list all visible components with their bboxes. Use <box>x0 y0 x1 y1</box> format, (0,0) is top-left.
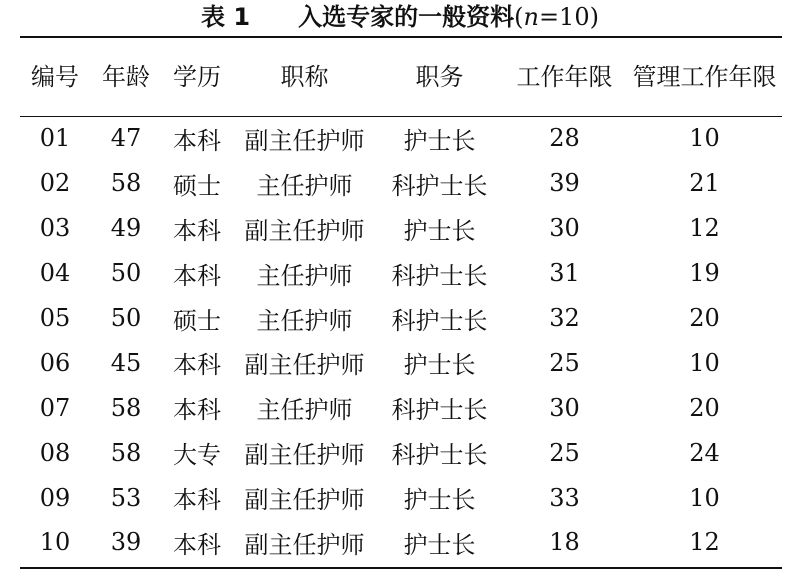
col-header-age: 年龄 <box>102 63 150 91</box>
cell-management-years: 24 <box>689 438 720 467</box>
col-header-title: 职称 <box>280 63 329 91</box>
col-header-education: 学历 <box>173 63 221 91</box>
cell-title: 主任护师 <box>256 396 353 425</box>
cell-management-years: 10 <box>689 124 720 153</box>
cell-education: 本科 <box>173 261 221 290</box>
col-header-work-years: 工作年限 <box>516 63 613 91</box>
cell-management-years: 19 <box>689 259 720 288</box>
cell-position: 科护士长 <box>391 171 488 200</box>
cell-title: 副主任护师 <box>244 486 365 515</box>
cell-education: 硕士 <box>173 306 221 335</box>
cell-work-years: 30 <box>549 214 580 243</box>
table-row <box>20 116 782 161</box>
cell-age: 50 <box>110 259 142 288</box>
table-row <box>20 475 782 520</box>
table-row <box>20 206 782 251</box>
cell-title: 主任护师 <box>256 306 353 335</box>
expert-info-table <box>20 38 782 565</box>
cell-management-years: 20 <box>689 393 720 422</box>
cell-id: 09 <box>39 483 71 512</box>
cell-id: 03 <box>39 214 71 243</box>
cell-title: 主任护师 <box>256 261 353 290</box>
cell-position: 护士长 <box>403 486 476 515</box>
cell-position: 科护士长 <box>391 306 488 335</box>
cell-work-years: 33 <box>549 483 580 512</box>
cell-age: 49 <box>110 214 142 243</box>
col-header-position: 职务 <box>415 63 464 91</box>
bottom-rule <box>20 567 782 569</box>
cell-position: 科护士长 <box>391 396 488 425</box>
sample-size-open: ( <box>514 3 524 31</box>
cell-education: 本科 <box>173 216 221 245</box>
cell-id: 04 <box>39 259 71 288</box>
table-title: 入选专家的一般资料 <box>298 3 515 31</box>
cell-title: 主任护师 <box>256 171 353 200</box>
cell-title: 副主任护师 <box>244 530 365 559</box>
cell-management-years: 12 <box>689 528 720 557</box>
cell-position: 护士长 <box>403 216 476 245</box>
cell-education: 本科 <box>173 351 221 380</box>
cell-education: 本科 <box>173 396 221 425</box>
cell-age: 58 <box>110 438 142 467</box>
cell-education: 本科 <box>173 530 221 559</box>
cell-work-years: 39 <box>549 169 580 198</box>
cell-education: 本科 <box>173 486 221 515</box>
cell-work-years: 32 <box>549 304 580 332</box>
cell-age: 50 <box>110 304 142 332</box>
cell-age: 39 <box>110 528 142 557</box>
cell-age: 58 <box>110 169 142 198</box>
table-row <box>20 161 782 206</box>
sample-size-value: =10) <box>538 3 599 31</box>
cell-age: 47 <box>110 124 142 153</box>
cell-position: 护士长 <box>403 351 476 380</box>
cell-age: 58 <box>110 393 142 422</box>
table-row <box>20 385 782 430</box>
table-row <box>20 296 782 341</box>
cell-work-years: 28 <box>549 124 580 153</box>
sample-size <box>514 3 599 31</box>
table-row <box>20 340 782 385</box>
cell-title: 副主任护师 <box>244 216 365 245</box>
cell-education: 硕士 <box>173 171 221 200</box>
cell-work-years: 25 <box>549 348 580 377</box>
cell-position: 护士长 <box>403 530 476 559</box>
cell-management-years: 10 <box>689 348 720 377</box>
cell-id: 01 <box>39 124 71 153</box>
cell-work-years: 18 <box>549 528 580 557</box>
cell-work-years: 31 <box>549 259 580 288</box>
table-row <box>20 251 782 296</box>
cell-age: 45 <box>110 348 142 377</box>
cell-id: 08 <box>39 438 71 467</box>
cell-management-years: 10 <box>689 483 720 512</box>
cell-id: 10 <box>39 528 71 557</box>
cell-work-years: 25 <box>549 438 580 467</box>
cell-education: 大专 <box>173 441 221 470</box>
table-body <box>20 116 782 565</box>
cell-work-years: 30 <box>549 393 580 422</box>
table-caption <box>0 2 800 32</box>
table-header <box>20 38 782 116</box>
cell-position: 科护士长 <box>391 441 488 470</box>
cell-age: 53 <box>110 483 142 512</box>
cell-title: 副主任护师 <box>244 441 365 470</box>
table-row <box>20 430 782 475</box>
cell-title: 副主任护师 <box>244 126 365 155</box>
cell-id: 05 <box>39 304 71 332</box>
cell-education: 本科 <box>173 126 221 155</box>
cell-management-years: 20 <box>689 304 720 332</box>
cell-position: 科护士长 <box>391 261 488 290</box>
header-row <box>20 38 782 116</box>
cell-id: 06 <box>39 348 71 377</box>
cell-title: 副主任护师 <box>244 351 365 380</box>
col-header-management-years: 管理工作年限 <box>632 63 777 91</box>
cell-position: 护士长 <box>403 126 476 155</box>
cell-id: 07 <box>39 393 71 422</box>
col-header-id: 编号 <box>31 63 79 91</box>
sample-size-variable: n <box>523 3 539 31</box>
cell-management-years: 12 <box>689 214 720 243</box>
cell-management-years: 21 <box>689 169 720 198</box>
table-number: 表 1 <box>201 3 251 31</box>
cell-id: 02 <box>39 169 71 198</box>
table-row <box>20 520 782 565</box>
